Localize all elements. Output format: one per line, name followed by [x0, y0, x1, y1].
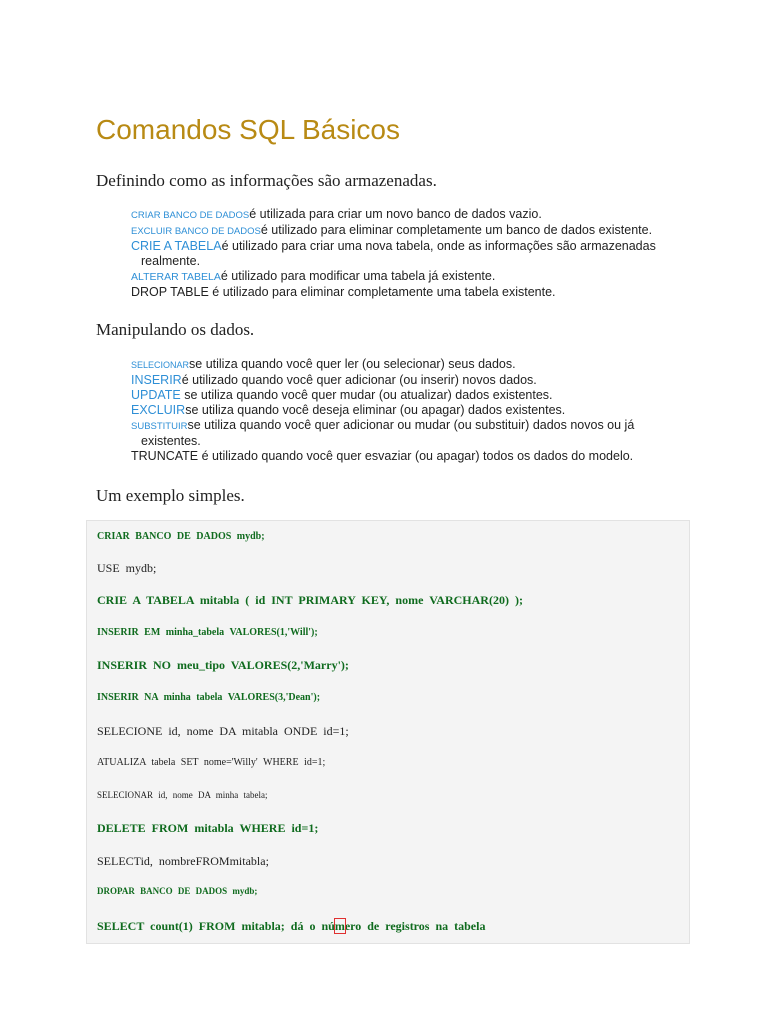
list-item	[118, 285, 678, 300]
list-item	[118, 449, 678, 464]
list-item	[118, 403, 678, 418]
code-line: CRIE A TABELA mitabla ( id INT PRIMARY KEY, nome VARCHAR(20) );	[97, 593, 523, 607]
code-example-block	[86, 520, 690, 944]
command-keyword: CRIE A TABELA	[131, 239, 222, 253]
storage-command-list	[118, 207, 678, 300]
command-keyword: EXCLUIR	[131, 403, 186, 417]
data-command-list	[118, 357, 678, 464]
code-text: ero de registros na tabela	[344, 919, 486, 933]
code-line: SELECIONAR id, nome DA minha tabela;	[97, 790, 268, 800]
list-item	[118, 373, 678, 388]
spelling-highlight: m	[334, 919, 345, 933]
code-line: USE mydb;	[97, 561, 157, 575]
code-text: SELECT count(1) FROM mitabla; dá o nú	[97, 919, 335, 933]
command-keyword: CRIAR BANCO DE DADOS	[131, 210, 250, 221]
code-line: INSERIR NA minha tabela VALORES(3,'Dean');	[97, 692, 321, 703]
command-description: se utiliza quando você quer adicionar ou mudar (ou substituir) dados novos ou já	[187, 418, 635, 432]
code-line: INSERIR NO meu_tipo VALORES(2,'Marry');	[97, 658, 349, 672]
list-item	[118, 357, 678, 373]
command-keyword: TRUNCATE	[131, 449, 199, 463]
command-description: é utilizado para modificar uma tabela já existente.	[220, 269, 496, 283]
command-keyword: EXCLUIR BANCO DE DADOS	[131, 226, 261, 237]
code-line: INSERIR EM minha_tabela VALORES(1,'Will');	[97, 627, 318, 638]
code-line-last	[97, 919, 485, 934]
storage-heading: Definindo como as informações são armazenadas.	[96, 171, 437, 190]
command-description: se utiliza quando você deseja eliminar (ou apagar) dados existentes.	[185, 403, 566, 417]
list-item	[118, 269, 678, 285]
command-keyword: ALTERAR TABELA	[131, 271, 221, 283]
code-line: ATUALIZA tabela SET nome='Willy' WHERE id=1;	[97, 757, 326, 768]
page-title: Comandos SQL Básicos	[96, 114, 400, 145]
example-heading: Um exemplo simples.	[96, 486, 245, 505]
command-keyword: SUBSTITUIR	[131, 421, 188, 432]
code-line: SELECTid, nombreFROMmitabla;	[97, 854, 269, 868]
code-line: DELETE FROM mitabla WHERE id=1;	[97, 821, 319, 835]
command-description: é utilizado para eliminar completamente uma tabela existente.	[208, 285, 556, 299]
command-keyword: UPDATE	[131, 388, 181, 402]
command-description-continued: realmente.	[141, 254, 201, 268]
list-item	[118, 418, 678, 449]
code-line: SELECIONE id, nome DA mitabla ONDE id=1;	[97, 724, 349, 738]
command-description: é utilizado para eliminar completamente um banco de dados existente.	[260, 223, 653, 237]
command-description: é utilizada para criar um novo banco de dados vazio.	[249, 207, 542, 221]
command-description: é utilizado quando você quer esvaziar (ou apagar) todos os dados do modelo.	[198, 449, 634, 463]
command-keyword: DROP TABLE	[131, 285, 209, 299]
command-keyword: INSERIR	[131, 373, 182, 387]
list-item	[118, 207, 678, 223]
command-description-continued: existentes.	[141, 434, 201, 448]
command-description: se utiliza quando você quer ler (ou selecionar) seus dados.	[189, 357, 516, 371]
data-heading: Manipulando os dados.	[96, 320, 255, 339]
command-keyword: SELECIONAR	[131, 360, 190, 370]
list-item	[118, 388, 678, 403]
code-line: CRIAR BANCO DE DADOS mydb;	[97, 531, 265, 542]
code-line: DROPAR BANCO DE DADOS mydb;	[97, 886, 258, 896]
command-description: se utiliza quando você quer mudar (ou atualizar) dados existentes.	[180, 388, 553, 402]
command-description: é utilizado quando você quer adicionar (ou inserir) novos dados.	[181, 373, 537, 387]
list-item	[118, 239, 678, 269]
command-description: é utilizado para criar uma nova tabela, onde as informações são armazenadas	[221, 239, 656, 253]
list-item	[118, 223, 678, 239]
